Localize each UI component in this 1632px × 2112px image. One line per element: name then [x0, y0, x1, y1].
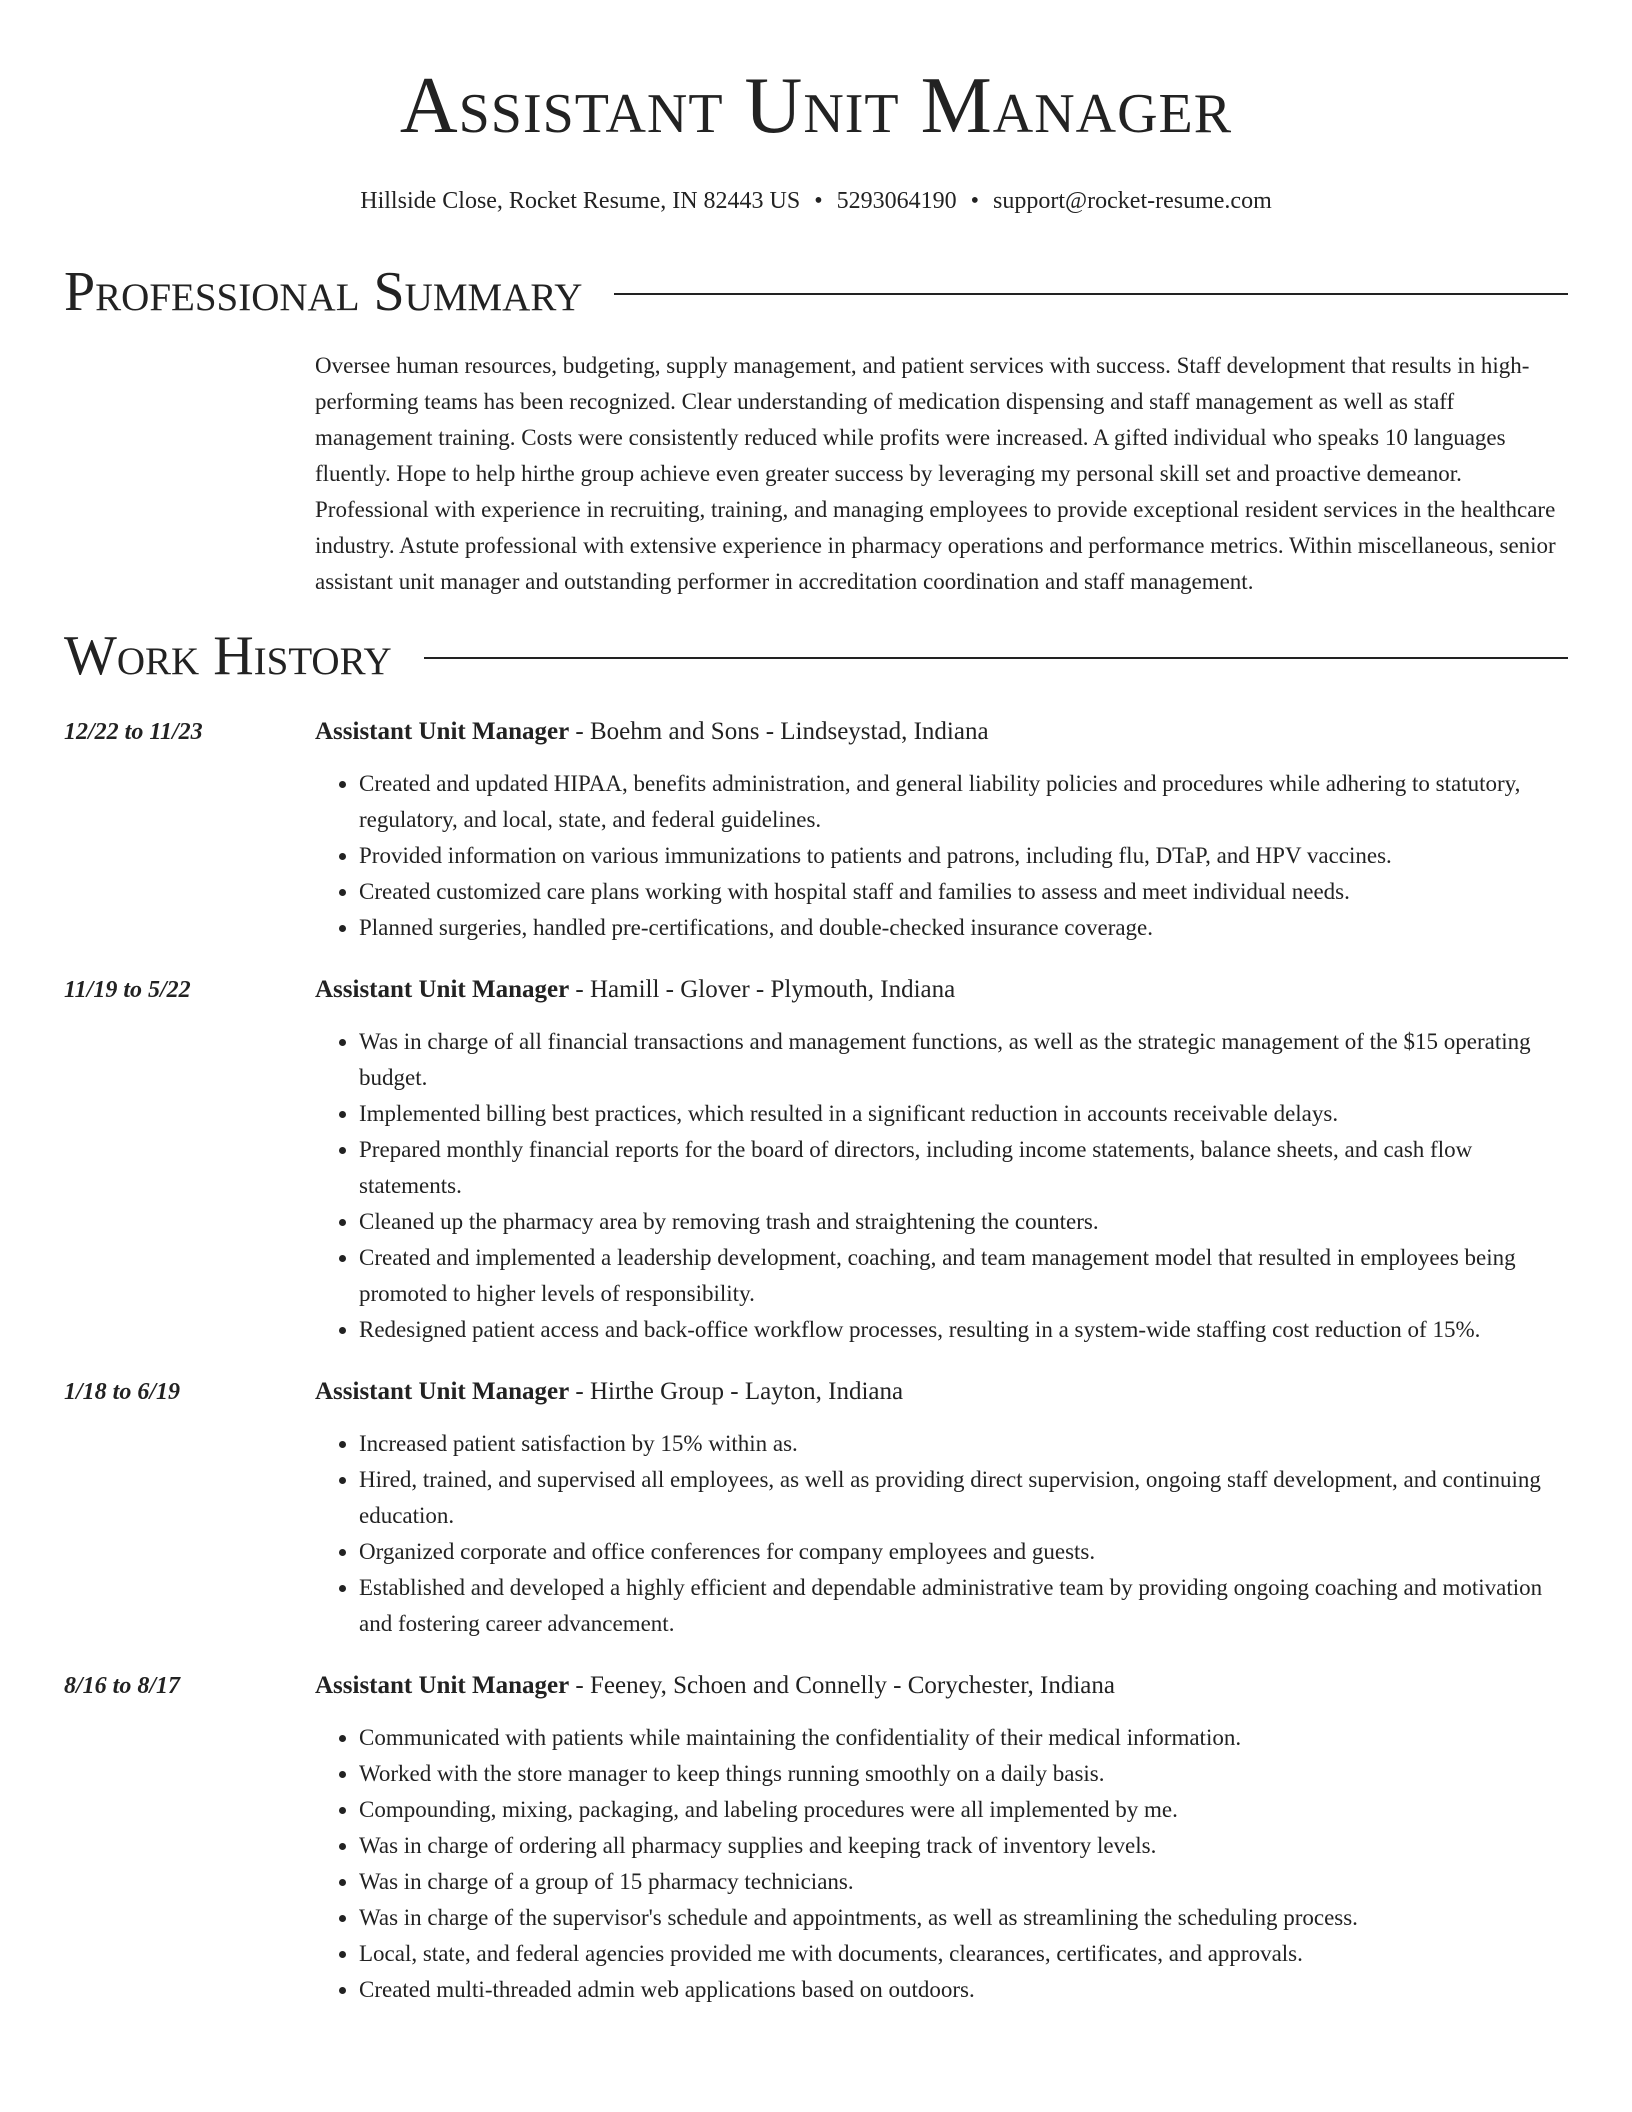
section-divider: [614, 293, 1568, 295]
job-bullet: • Organized corporate and office conferences for company employees and guests.: [359, 1534, 1568, 1570]
work-section-title: Work History: [64, 625, 392, 687]
job-bullet: • Redesigned patient access and back-office workflow processes, resulting in a system-wide staffing cost reduction of 15%.: [359, 1312, 1568, 1348]
job-entry: [64, 974, 1568, 1348]
job-entry: [64, 1670, 1568, 2008]
job-bullet: • Cleaned up the pharmacy area by removing trash and straightening the counters.: [359, 1204, 1568, 1240]
job-bullet: • Implemented billing best practices, which resulted in a significant reduction in accounts receivable delays.: [359, 1096, 1568, 1132]
job-dates: 8/16 to 8/17: [64, 1673, 181, 1699]
contact-separator: •: [814, 188, 823, 214]
summary-section-header: [64, 262, 1568, 322]
job-bullet: • Created multi-threaded admin web applications based on outdoors.: [359, 1972, 1568, 2008]
summary-section-title: Professional Summary: [64, 261, 583, 323]
contact-email[interactable]: support@rocket-resume.com: [993, 188, 1272, 214]
job-bullet: • Hired, trained, and supervised all employees, as well as providing direct supervision, ongoing staff development, and continuing education.: [359, 1462, 1568, 1534]
job-bullet: • Established and developed a highly efficient and dependable administrative team by providing ongoing coaching and motivation and fostering career advancement.: [359, 1570, 1568, 1642]
job-company-location: - Hamill - Glover - Plymouth, Indiana: [569, 976, 956, 1003]
job-bullet: • Increased patient satisfaction by 15% within as.: [359, 1426, 1568, 1462]
job-bullet-list: [315, 1720, 1568, 2008]
job-body: [315, 1376, 1568, 1642]
section-divider: [424, 657, 1568, 659]
job-bullet: • Was in charge of all financial transactions and management functions, as well as the strategic management of the $15 operating budget.: [359, 1024, 1568, 1096]
job-heading: [315, 716, 1568, 748]
resume-name: Assistant Unit Manager: [399, 62, 1233, 150]
job-bullet: • Worked with the store manager to keep things running smoothly on a daily basis.: [359, 1756, 1568, 1792]
job-bullet: • Local, state, and federal agencies provided me with documents, clearances, certificates, and approvals.: [359, 1936, 1568, 1972]
job-company-location: - Feeney, Schoen and Connelly - Corychester, Indiana: [569, 1672, 1115, 1699]
job-body: [315, 974, 1568, 1348]
job-entry: [64, 716, 1568, 946]
job-company-location: - Boehm and Sons - Lindseystad, Indiana: [569, 718, 989, 745]
contact-separator: •: [970, 188, 980, 214]
work-history-list: [64, 716, 1568, 2008]
job-heading: [315, 1670, 1568, 1702]
job-heading: [315, 974, 1568, 1006]
job-bullet: • Was in charge of ordering all pharmacy supplies and keeping track of inventory levels.: [359, 1828, 1568, 1864]
job-role: Assistant Unit Manager: [315, 1378, 570, 1405]
job-role: Assistant Unit Manager: [315, 718, 570, 745]
job-company-location: - Hirthe Group - Layton, Indiana: [569, 1378, 904, 1405]
contact-line: [64, 186, 1568, 216]
work-section-header: [64, 626, 1568, 686]
job-bullet: • Prepared monthly financial reports for the board of directors, including income statements, balance sheets, and cash flow statements.: [359, 1132, 1568, 1204]
job-bullet: • Compounding, mixing, packaging, and labeling procedures were all implemented by me.: [359, 1792, 1568, 1828]
job-bullet-list: [315, 1024, 1568, 1348]
job-bullet-list: [315, 766, 1568, 946]
job-body: [315, 1670, 1568, 2008]
job-heading: [315, 1376, 1568, 1408]
job-bullet-list: [315, 1426, 1568, 1642]
job-dates: 1/18 to 6/19: [64, 1379, 181, 1405]
job-dates: 12/22 to 11/23: [64, 719, 203, 745]
job-entry: [64, 1376, 1568, 1642]
job-bullet: • Planned surgeries, handled pre-certifications, and double-checked insurance coverage.: [359, 910, 1568, 946]
job-role: Assistant Unit Manager: [315, 976, 570, 1003]
summary-text: Oversee human resources, budgeting, supply management, and patient services with success. Staff development that results in high-performing teams has been recognized. Clear understanding of medication dispensing and staff management as well as staff management training. Costs were consistently reduced while profits were increased. A gifted individual who speaks 10 languages fluently. Hope to help hirthe group achieve even greater success by leveraging my personal skill set and proactive demeanor. Professional with experience in recruiting, training, and managing employees to provide exceptional resident services in the healthcare industry. Astute professional with extensive experience in pharmacy operations and performance metrics. Within miscellaneous, senior assistant unit manager and outstanding performer in accreditation coordination and staff management.: [315, 353, 1556, 594]
job-bullet: • Provided information on various immunizations to patients and patrons, including flu, DTaP, and HPV vaccines.: [359, 838, 1568, 874]
job-bullet: • Communicated with patients while maintaining the confidentiality of their medical information.: [359, 1720, 1568, 1756]
job-bullet: • Created and implemented a leadership development, coaching, and team management model that resulted in employees being promoted to higher levels of responsibility.: [359, 1240, 1568, 1312]
job-bullet: • Created and updated HIPAA, benefits administration, and general liability policies and procedures while adhering to statutory, regulatory, and local, state, and federal guidelines.: [359, 766, 1568, 838]
job-body: [315, 716, 1568, 946]
job-bullet: • Created customized care plans working with hospital staff and families to assess and meet individual needs.: [359, 874, 1568, 910]
job-bullet: • Was in charge of the supervisor's schedule and appointments, as well as streamlining the scheduling process.: [359, 1900, 1568, 1936]
job-role: Assistant Unit Manager: [315, 1672, 570, 1699]
job-dates: 11/19 to 5/22: [64, 977, 191, 1003]
job-bullet: • Was in charge of a group of 15 pharmacy technicians.: [359, 1864, 1568, 1900]
contact-phone: 5293064190: [836, 188, 957, 214]
contact-address: Hillside Close, Rocket Resume, IN 82443 US: [360, 188, 801, 214]
